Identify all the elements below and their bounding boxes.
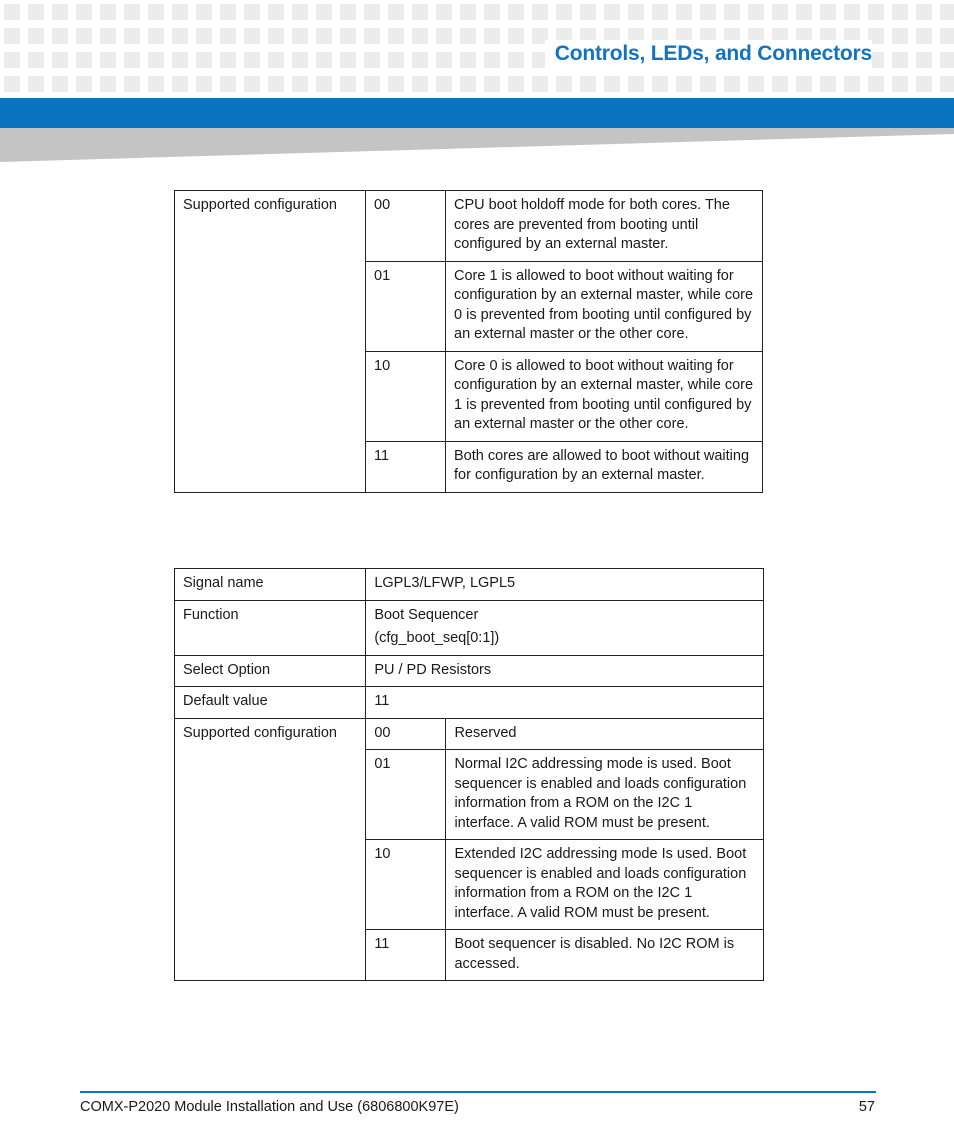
- table-row: [175, 655, 764, 687]
- supported-configuration-label: Supported configuration: [175, 191, 366, 493]
- table-row: [175, 687, 764, 719]
- header-blue-bar: [0, 98, 954, 128]
- function-label: Function: [175, 600, 366, 655]
- footer-page-number: 57: [858, 1099, 875, 1115]
- section-title: Controls, LEDs, and Connectors: [545, 40, 872, 68]
- config-code: 00: [366, 191, 446, 262]
- config-code: 11: [366, 441, 446, 492]
- config-code: 01: [366, 261, 446, 351]
- config-description: Boot sequencer is disabled. No I2C ROM is accessed.: [446, 930, 764, 981]
- footer-document-title: COMX-P2020 Module Installation and Use (6806800K97E): [80, 1099, 459, 1115]
- footer-rule: [80, 1091, 876, 1093]
- default-value-value: 11: [366, 687, 764, 719]
- signal-name-label: Signal name: [175, 569, 366, 601]
- config-description: Extended I2C addressing mode Is used. Boot sequencer is enabled and loads configuration information from a ROM on the I2C 1 interface. A valid ROM must be present.: [446, 840, 764, 930]
- config-description: Core 0 is allowed to boot without waiting for configuration by an external master, while core 1 is prevented from booting until configured by an external master or the other core.: [446, 351, 763, 441]
- supported-configuration-label: Supported configuration: [175, 718, 366, 981]
- select-option-value: PU / PD Resistors: [366, 655, 764, 687]
- table-row: [175, 600, 764, 655]
- config-description: Normal I2C addressing mode is used. Boot sequencer is enabled and loads configuration information from a ROM on the I2C 1 interface. A valid ROM must be present.: [446, 750, 764, 840]
- boot-sequencer-table: [174, 568, 764, 981]
- config-code: 10: [366, 351, 446, 441]
- config-code: 10: [366, 840, 446, 930]
- function-value-line1: Boot Sequencer: [374, 606, 479, 623]
- boot-holdoff-table: [174, 190, 763, 493]
- config-description: Core 1 is allowed to boot without waiting for configuration by an external master, while core 0 is prevented from booting until configured by an external master or the other core.: [446, 261, 763, 351]
- table-row: [175, 718, 764, 750]
- function-value-line2: (cfg_boot_seq[0:1]): [374, 630, 500, 646]
- config-code: 00: [366, 718, 446, 750]
- table-row: [175, 569, 764, 601]
- config-description: Both cores are allowed to boot without waiting for configuration by an external master.: [446, 441, 763, 492]
- default-value-label: Default value: [175, 687, 366, 719]
- table-row: [175, 191, 763, 262]
- config-code: 01: [366, 750, 446, 840]
- select-option-label: Select Option: [175, 655, 366, 687]
- header-grey-wedge: [0, 128, 954, 164]
- function-value: [366, 600, 764, 655]
- config-code: 11: [366, 930, 446, 981]
- signal-name-value: LGPL3/LFWP, LGPL5: [366, 569, 764, 601]
- config-description: CPU boot holdoff mode for both cores. The cores are prevented from booting until configured by an external master.: [446, 191, 763, 262]
- config-description: Reserved: [446, 718, 764, 750]
